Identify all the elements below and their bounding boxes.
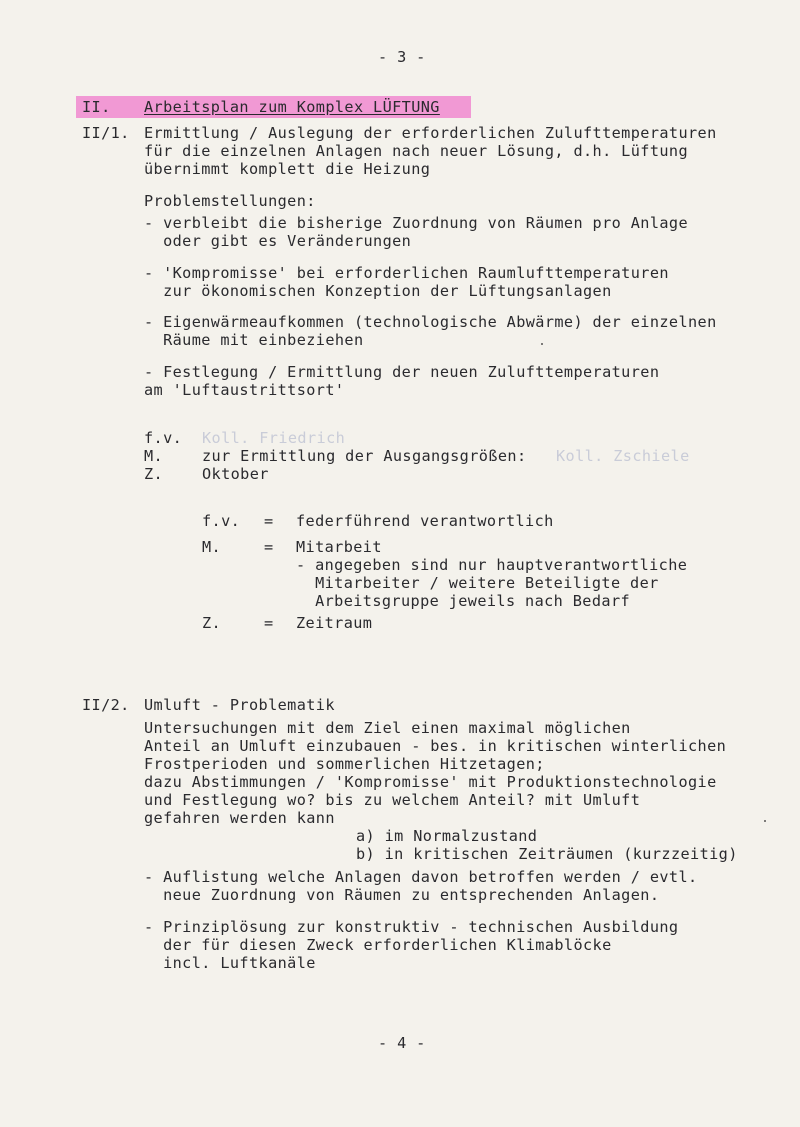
- legend-eq: =: [264, 614, 274, 632]
- problem-line: - Eigenwärmeaufkommen (technologische Abwärme) der einzelnen: [144, 313, 717, 331]
- legend-abbr: M.: [202, 538, 222, 556]
- item2-bullet-line: der für diesen Zweck erforderlichen Klimablöcke: [144, 936, 612, 954]
- item2-bullet-line: - Auflistung welche Anlagen davon betroffen werden / evtl.: [144, 868, 698, 886]
- legend-eq: =: [264, 512, 274, 530]
- problems-heading: Problemstellungen:: [144, 192, 316, 210]
- problem-line: - Festlegung / Ermittlung der neuen Zulufttemperaturen: [144, 363, 660, 381]
- item1-line: übernimmt komplett die Heizung: [144, 160, 431, 178]
- assignment-fv-value: Koll. Friedrich: [202, 429, 346, 447]
- item2-bullet-line: neue Zuordnung von Räumen zu entsprechenden Anlagen.: [144, 886, 660, 904]
- item2-para-line: gefahren werden kann: [144, 809, 335, 827]
- item2-case: b) in kritischen Zeiträumen (kurzzeitig): [356, 845, 738, 863]
- assignment-m-value: zur Ermittlung der Ausgangsgrößen:: [202, 447, 527, 465]
- item2-para-line: Frostperioden und sommerlichen Hitzetagen;: [144, 755, 545, 773]
- section-number: II.: [82, 98, 111, 116]
- assignment-fv-label: f.v.: [144, 429, 183, 447]
- assignment-z-label: Z.: [144, 465, 164, 483]
- legend-text: Zeitraum: [296, 614, 373, 632]
- legend-text: federführend verantwortlich: [296, 512, 554, 530]
- legend-eq: =: [264, 538, 274, 556]
- legend-abbr: f.v.: [202, 512, 241, 530]
- page-number-bottom: - 4 -: [378, 1034, 426, 1052]
- problem-line: - 'Kompromisse' bei erforderlichen Raumlufttemperaturen: [144, 264, 669, 282]
- problem-line: am 'Luftaustrittsort': [144, 381, 345, 399]
- legend-text: - angegeben sind nur hauptverantwortliche: [296, 556, 688, 574]
- item2-para-line: Untersuchungen mit dem Ziel einen maximal möglichen: [144, 719, 631, 737]
- assignment-m-names: Koll. Zschiele: [556, 447, 690, 465]
- problem-line: - verbleibt die bisherige Zuordnung von Räumen pro Anlage: [144, 214, 688, 232]
- section-title: Arbeitsplan zum Komplex LÜFTUNG: [144, 98, 440, 116]
- item1-line: für die einzelnen Anlagen nach neuer Lösung, d.h. Lüftung: [144, 142, 688, 160]
- assignment-z-value: Oktober: [202, 465, 269, 483]
- legend-text: Mitarbeit: [296, 538, 382, 556]
- ink-speck: [541, 343, 543, 345]
- item2-bullet-line: - Prinziplösung zur konstruktiv - technischen Ausbildung: [144, 918, 679, 936]
- item1-line: Ermittlung / Auslegung der erforderlichen Zulufttemperaturen: [144, 124, 717, 142]
- legend-text: Mitarbeiter / weitere Beteiligte der: [296, 574, 659, 592]
- item2-bullet-line: incl. Luftkanäle: [144, 954, 316, 972]
- item2-title: Umluft - Problematik: [144, 696, 335, 714]
- item2-case: a) im Normalzustand: [356, 827, 538, 845]
- problem-line: oder gibt es Veränderungen: [144, 232, 412, 250]
- item1-number: II/1.: [82, 124, 130, 142]
- item2-para-line: und Festlegung wo? bis zu welchem Anteil? mit Umluft: [144, 791, 641, 809]
- page-number-top: - 3 -: [378, 48, 426, 66]
- legend-text: Arbeitsgruppe jeweils nach Bedarf: [296, 592, 631, 610]
- ink-speck: [764, 820, 766, 822]
- item2-para-line: dazu Abstimmungen / 'Kompromisse' mit Produktionstechnologie: [144, 773, 717, 791]
- legend-abbr: Z.: [202, 614, 222, 632]
- problem-line: Räume mit einbeziehen: [144, 331, 364, 349]
- item2-para-line: Anteil an Umluft einzubauen - bes. in kritischen winterlichen: [144, 737, 727, 755]
- problem-line: zur ökonomischen Konzeption der Lüftungsanlagen: [144, 282, 612, 300]
- item2-number: II/2.: [82, 696, 130, 714]
- assignment-m-label: M.: [144, 447, 164, 465]
